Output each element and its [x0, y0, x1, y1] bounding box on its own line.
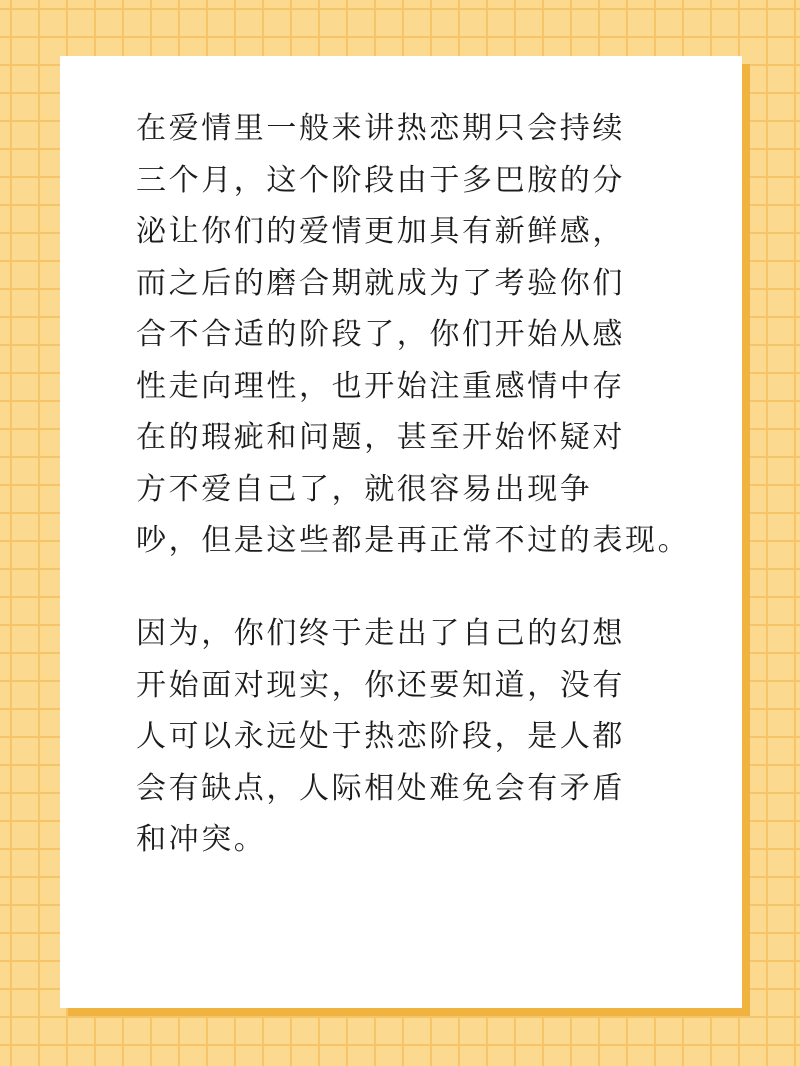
text-line: 性走向理性，也开始注重感情中存 [136, 368, 625, 404]
text-card [60, 56, 742, 1008]
text-line: 在爱情里一般来讲热恋期只会持续 [136, 111, 625, 146]
text-line: 因为，你们终于走出了自己的幻想 [136, 616, 625, 651]
text-line: 三个月，这个阶段由于多巴胺的分 [136, 162, 625, 198]
text-line: 而之后的磨合期就成为了考验你们 [136, 265, 625, 301]
text-line: 泌让你们的爱情更加具有新鲜感， [136, 214, 625, 249]
text-line: 吵，但是这些都是再正常不过的表现。 [136, 523, 691, 558]
paragraph-1 [136, 103, 691, 567]
text-line: 在的瑕疵和问题，甚至开始怀疑对 [136, 420, 625, 455]
text-line: 人可以永远处于热恋阶段，是人都 [136, 719, 625, 754]
text-line: 开始面对现实，你还要知道，没有 [136, 667, 625, 703]
text-line: 方不爱自己了，就很容易出现争 [136, 471, 593, 507]
text-line: 和冲突。 [136, 822, 267, 857]
text-line: 会有缺点，人际相处难免会有矛盾 [136, 770, 625, 806]
paragraph-2 [136, 608, 676, 866]
text-line: 合不合适的阶段了，你们开始从感 [136, 317, 625, 352]
